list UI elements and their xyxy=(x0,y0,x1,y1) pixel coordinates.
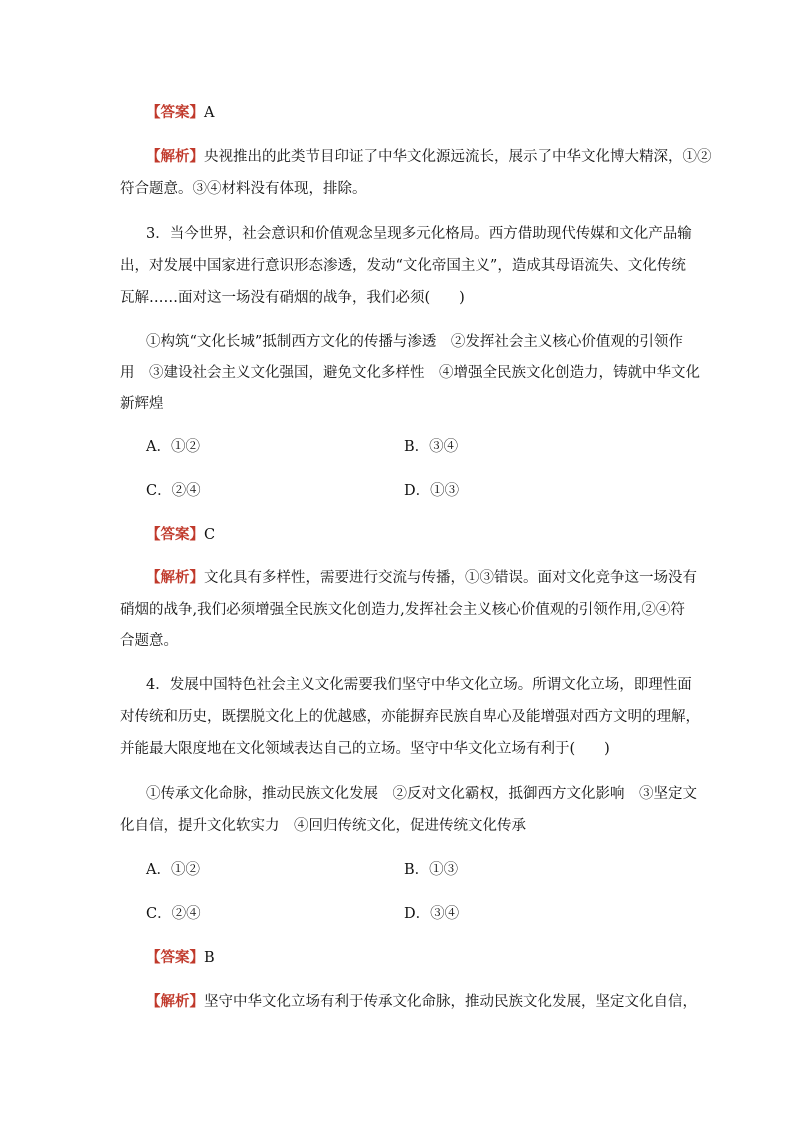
q3-option-b[interactable]: B．③④ xyxy=(404,439,459,455)
analysis-label: 【解析】 xyxy=(146,569,204,586)
q4-stem-line-2: 对传统和历史，既摆脱文化上的优越感，亦能摒弃民族自卑心及能增强对西方文明的理解， xyxy=(120,709,700,725)
q3-analysis-line-3: 合题意。 xyxy=(120,633,178,649)
q3-statements-line-3: 新辉煌 xyxy=(120,396,164,412)
answer-value: C xyxy=(204,527,216,543)
answer-label: 【答案】 xyxy=(146,526,204,543)
q3-option-a[interactable]: A．①② xyxy=(146,439,200,455)
q3-stem-line-1: 3．当今世界，社会意识和价值观念呈现多元化格局。西方借助现代传媒和文化产品输 xyxy=(146,226,692,242)
q3-statements-line-1: ①构筑“文化长城”抵制西方文化的传播与渗透 ②发挥社会主义核心价值观的引领作 xyxy=(146,334,683,350)
q4-statements-line-1: ①传承文化命脉，推动民族文化发展 ②反对文化霸权，抵御西方文化影响 ③坚定文 xyxy=(146,786,697,802)
q3-statements-line-2: 用 ③建设社会主义文化强国，避免文化多样性 ④增强全民族文化创造力，铸就中华文化 xyxy=(120,365,700,381)
q3-option-c[interactable]: C．②④ xyxy=(146,483,201,499)
q3-option-d[interactable]: D．①③ xyxy=(404,483,460,499)
q4-option-d[interactable]: D．③④ xyxy=(404,906,460,922)
q2-analysis-line-2: 符合题意。③④材料没有体现，排除。 xyxy=(120,181,367,197)
q3-answer xyxy=(146,525,215,545)
q2-answer xyxy=(146,103,214,123)
q4-option-a[interactable]: A．①② xyxy=(146,862,200,878)
answer-value: B xyxy=(204,950,215,966)
answer-value: A xyxy=(204,105,215,121)
q4-stem-line-3: 并能最大限度地在文化领域表达自己的立场。坚守中华文化立场有利于( ) xyxy=(120,741,610,757)
q3-analysis-line-1: 【解析】文化具有多样性，需要进行交流与传播，①③错误。面对文化竞争这一场没有 xyxy=(146,569,697,586)
q4-answer xyxy=(146,948,215,968)
analysis-label: 【解析】 xyxy=(146,993,204,1010)
q4-option-c[interactable]: C．②④ xyxy=(146,906,201,922)
q3-stem-line-3: 瓦解……面对这一场没有硝烟的战争，我们必须( ) xyxy=(120,290,465,306)
answer-label: 【答案】 xyxy=(146,949,204,966)
q4-option-b[interactable]: B．①③ xyxy=(404,862,459,878)
q4-statements-line-2: 化自信，提升文化软实力 ④回归传统文化，促进传统文化传承 xyxy=(120,818,526,834)
q3-stem-line-2: 出，对发展中国家进行意识形态渗透，发动“文化帝国主义”，造成其母语流失、文化传统 xyxy=(120,258,686,274)
q2-analysis-line-1: 【解析】央视推出的此类节目印证了中华文化源远流长，展示了中华文化博大精深，①② xyxy=(146,148,712,165)
q4-analysis-line-1: 【解析】坚守中华文化立场有利于传承文化命脉，推动民族文化发展，坚定文化自信， xyxy=(146,993,697,1010)
answer-label: 【答案】 xyxy=(146,104,204,121)
q3-analysis-line-2: 硝烟的战争,我们必须增强全民族文化创造力,发挥社会主义核心价值观的引领作用,②④符 xyxy=(120,602,685,618)
analysis-label: 【解析】 xyxy=(146,148,204,165)
q4-stem-line-1: 4．发展中国特色社会主义文化需要我们坚守中华文化立场。所谓文化立场，即理性面 xyxy=(146,677,692,693)
